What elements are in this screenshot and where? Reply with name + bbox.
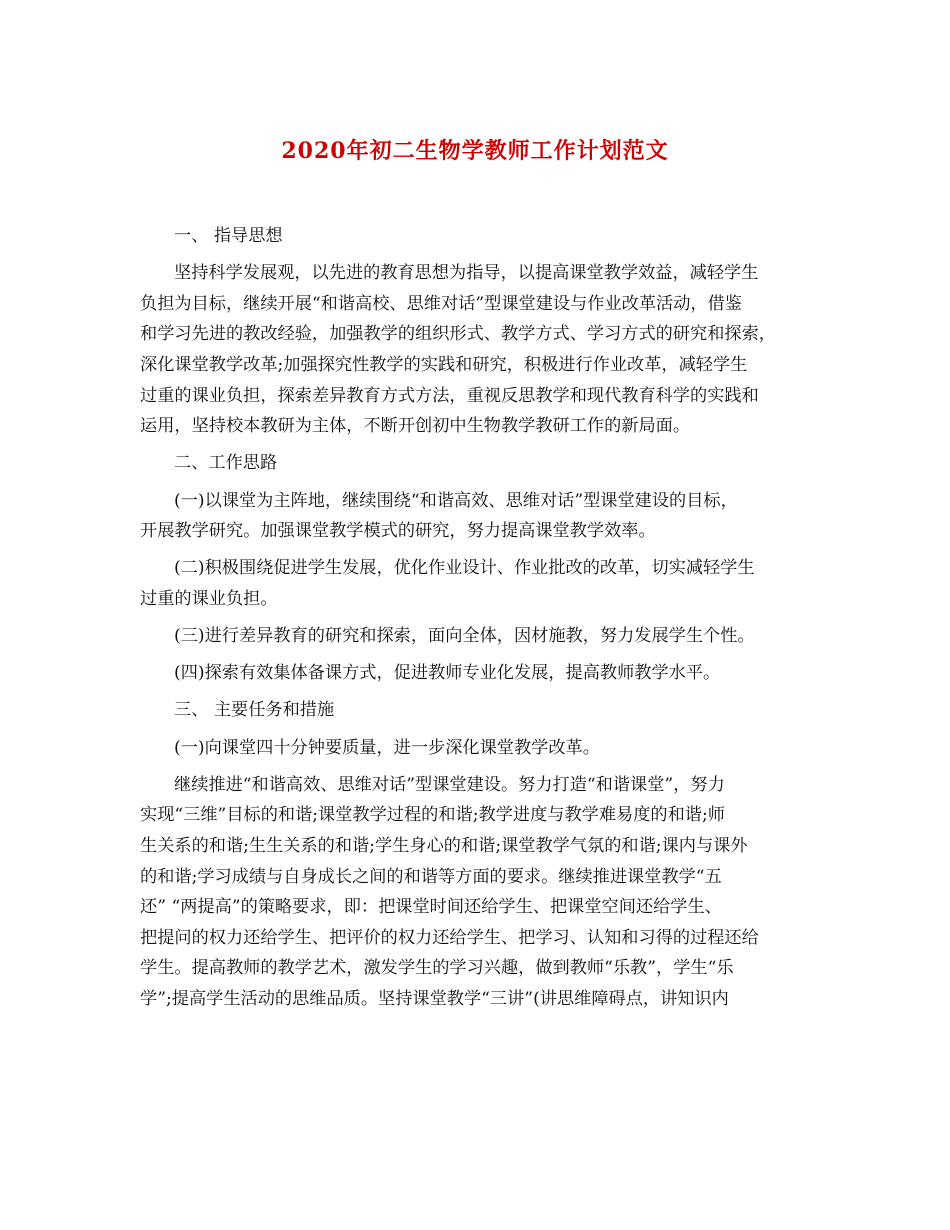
text-line: (一)以课堂为主阵地，继续围绕“和谐高效、思维对话”型课堂建设的目标，	[174, 490, 738, 511]
paragraph	[140, 658, 820, 689]
paragraph	[140, 695, 820, 726]
text-line: (一)向课堂四十分钟要质量，进一步深化课堂教学改革。	[174, 737, 600, 758]
paragraph	[140, 733, 820, 764]
text-line: 过重的课业负担，探索差异教育方式方法，重视反思教学和现代教育科学的实践和	[140, 385, 759, 406]
text-line: (四)探索有效集体备课方式，促进教师专业化发展，提高教师教学水平。	[174, 663, 721, 684]
paragraph	[140, 553, 820, 614]
document-body	[140, 221, 820, 1021]
text-line: 二、工作思路	[174, 453, 278, 474]
text-line: 和学习先进的教改经验，加强教学的组织形式、教学方式、学习方式的研究和探索，	[140, 324, 776, 345]
text-line: 把提问的权力还给学生、把评价的权力还给学生、把学习、认知和习得的过程还给	[140, 927, 759, 948]
text-line: 一、 指导思想	[174, 226, 283, 246]
text-line: 开展教学研究。加强课堂教学模式的研究，努力提高课堂教学效率。	[140, 521, 656, 542]
paragraph	[140, 258, 820, 442]
paragraph	[140, 770, 820, 1015]
text-line: (二)积极围绕促进学生发展，优化作业设计、作业批改的改革，切实减轻学生	[174, 558, 755, 579]
paragraph	[140, 221, 820, 252]
text-line: 还” “两提高”的策略要求，即：把课堂时间还给学生、把课堂空间还给学生、	[140, 897, 722, 918]
text-line: 运用，坚持校本教研为主体，不断开创初中生物教学教研工作的新局面。	[140, 416, 691, 437]
text-line: 负担为目标，继续开展“和谐高校、思维对话”型课堂建设与作业改革活动，借鉴	[140, 293, 742, 314]
document-title: 2020年初二生物学教师工作计划范文	[281, 138, 669, 164]
text-line: 学生。提高教师的教学艺术，激发学生的学习兴趣，做到教师“乐教”，学生“乐	[140, 958, 734, 979]
paragraph	[140, 621, 820, 652]
paragraph	[140, 448, 820, 479]
text-line: 坚持科学发展观，以先进的教育思想为指导，以提高课堂教学效益，减轻学生	[174, 263, 759, 284]
paragraph	[140, 486, 820, 547]
text-line: 深化课堂教学改革;加强探究性教学的实践和研究，积极进行作业改革，减轻学生	[140, 354, 748, 375]
text-line: (三)进行差异教育的研究和探索，面向全体，因材施教，努力发展学生个性。	[174, 626, 755, 647]
text-line: 实现“三维”目标的和谐;课堂教学过程的和谐;教学进度与教学难易度的和谐;师	[140, 805, 725, 826]
text-line: 生关系的和谐;生生关系的和谐;学生身心的和谐;课堂教学气氛的和谐;课内与课外	[140, 836, 748, 857]
text-line: 三、 主要任务和措施	[174, 700, 335, 721]
text-line: 的和谐;学习成绩与自身成长之间的和谐等方面的要求。继续推进课堂教学“五	[140, 866, 722, 887]
text-line: 学”;提高学生活动的思维品质。坚持课堂教学“三讲”(讲思维障碍点，讲知识内	[140, 989, 729, 1009]
text-line: 继续推进“和谐高效、思维对话”型课堂建设。努力打造“和谐课堂”，努力	[174, 774, 725, 795]
text-line: 过重的课业负担。	[140, 588, 278, 609]
